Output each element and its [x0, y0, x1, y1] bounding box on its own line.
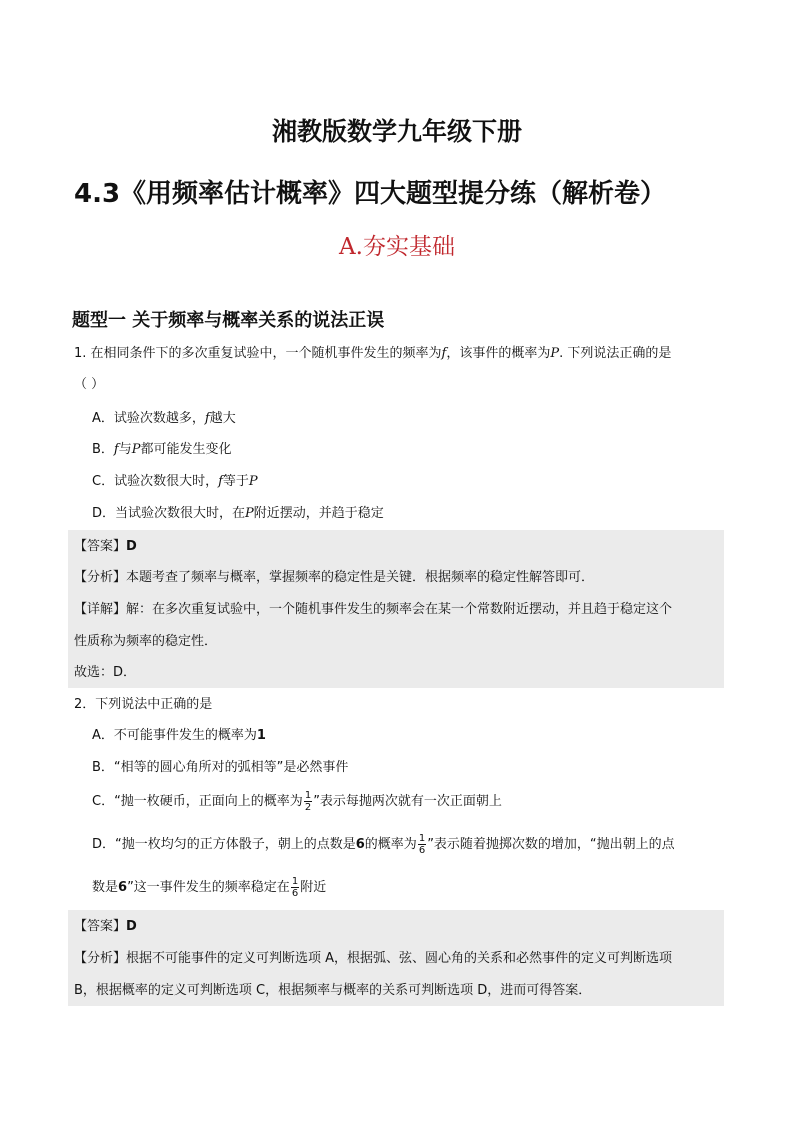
q1-option-a: A．试验次数越多，f越大	[92, 411, 236, 426]
q1-option-c: C．试验次数很大时，f等于P	[92, 474, 258, 489]
q1-detail: 【详解】解：在多次重复试验中，一个随机事件发生的频率会在某一个常数附近摆动，并且趋于稳定这个	[74, 602, 673, 617]
q2-option-b: B．“相等的圆心角所对的弧相等”是必然事件	[92, 760, 349, 775]
q1-choice: 故选：D．	[74, 665, 137, 680]
q2-option-c: C．“抛一枚硬币，正面向上的概率为 $\frac{1}{2}$ ”表示每抛两次就有一次正面朝上	[92, 790, 502, 813]
q1-stem: 1. 在相同条件下的多次重复试验中，一个随机事件发生的频率为f，该事件的概率为P. 下列说法正确的是	[74, 346, 672, 361]
q2-stem: 2．下列说法中正确的是	[74, 697, 213, 712]
fraction-one-sixth-2: $\frac{1}{6}$	[291, 876, 299, 899]
q1-answer: 【答案】D	[74, 539, 137, 554]
q1-option-b: B．f与P都可能发生变化	[92, 442, 232, 457]
fraction-one-half: $\frac{1}{2}$	[304, 790, 312, 813]
q2-answer: 【答案】D	[74, 919, 137, 934]
doc-title: 湘教版数学九年级下册	[271, 117, 522, 146]
q1-stem-bracket: （ ）	[74, 377, 105, 392]
q2-option-d-cont: 数是6”这一事件发生的频率稳定在 $\frac{1}{6}$ 附近	[92, 876, 327, 899]
part-heading: A.夯实基础	[339, 234, 455, 260]
q2-analysis-cont: B，根据概率的定义可判断选项 C，根据频率与概率的关系可判断选项 D，进而可得答案．	[74, 983, 592, 998]
q2-analysis: 【分析】根据不可能事件的定义可判断选项 A，根据弧、弦、圆心角的关系和必然事件的定义可判断选项	[74, 951, 673, 966]
doc-subtitle: 4.3《用频率估计概率》四大题型提分练（解析卷）	[74, 179, 667, 209]
q2-option-a: A．不可能事件发生的概率为1	[92, 728, 266, 743]
q1-option-d: D．当试验次数很大时，在P附近摆动，并趋于稳定	[92, 506, 384, 521]
q1-analysis: 【分析】本题考查了频率与概率，掌握频率的稳定性是关键．根据频率的稳定性解答即可．	[74, 570, 595, 585]
q1-detail-cont: 性质称为频率的稳定性．	[74, 634, 218, 649]
q2-option-d: D．“抛一枚均匀的正方体骰子，朝上的点数是6的概率为 $\frac{1}{6}$ ”表示随着抛掷次数的增加，“抛出朝上的点	[92, 833, 675, 856]
section-heading: 题型一 关于频率与概率关系的说法正误	[72, 310, 385, 331]
fraction-one-sixth: $\frac{1}{6}$	[418, 833, 426, 856]
